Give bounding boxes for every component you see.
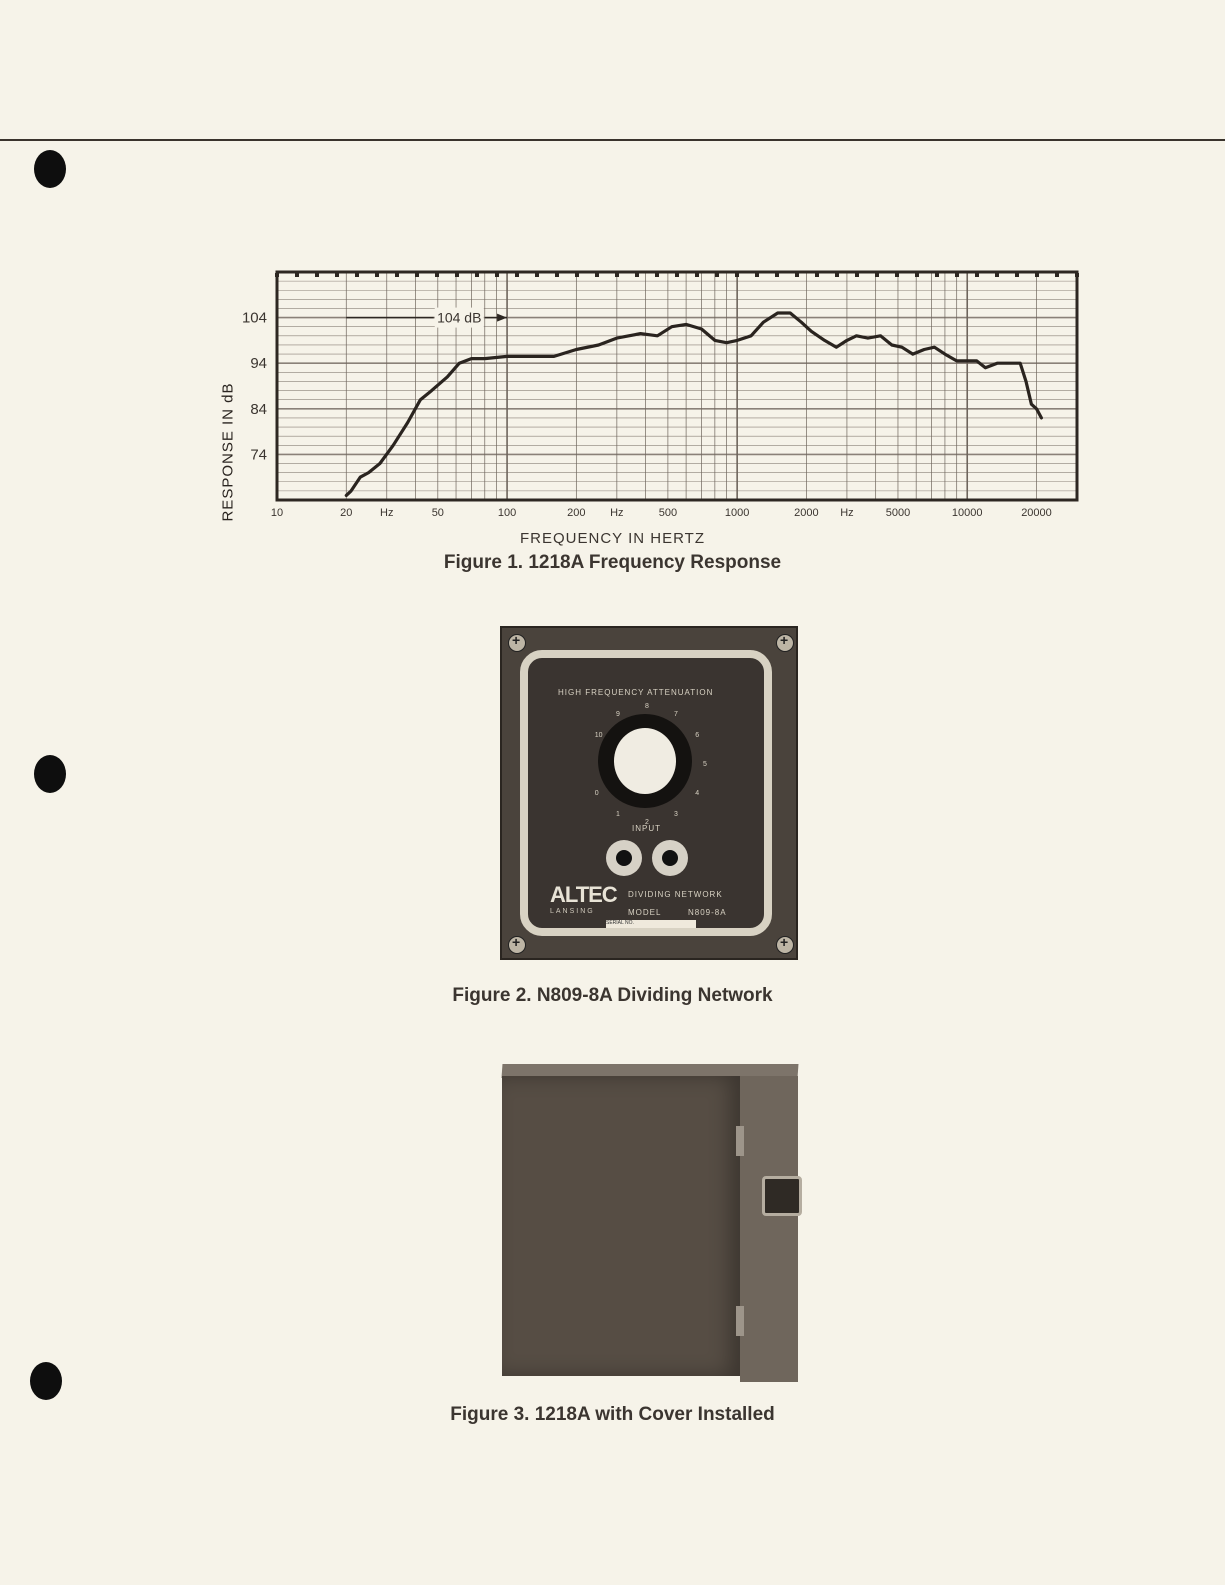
chart-y-axis-label: RESPONSE IN dB <box>219 382 237 522</box>
top-tick-mark <box>735 273 739 277</box>
dial-number: 10 <box>594 732 603 739</box>
screw-icon <box>776 936 794 954</box>
top-tick-mark <box>435 273 439 277</box>
x-unit-label: Hz <box>840 507 854 519</box>
top-tick-mark <box>295 273 299 277</box>
top-tick-mark <box>715 273 719 277</box>
input-jack-icon <box>606 840 642 876</box>
top-tick-mark <box>575 273 579 277</box>
binder-hole-bottom <box>30 1362 62 1400</box>
x-tick-label: 20 <box>340 507 353 519</box>
hinge-icon <box>736 1306 744 1336</box>
figure-1-caption: Figure 1. 1218A Frequency Response <box>443 552 782 573</box>
dial-number: 2 <box>645 819 649 826</box>
top-tick-mark <box>935 273 939 277</box>
dial-number: 9 <box>616 710 620 718</box>
y-tick-label: 74 <box>250 446 267 464</box>
top-tick-mark <box>455 273 459 277</box>
x-tick-label: 500 <box>658 507 678 519</box>
top-tick-mark <box>995 273 999 277</box>
top-tick-mark <box>1055 273 1059 277</box>
top-tick-mark <box>1035 273 1039 277</box>
x-unit-label: Hz <box>610 507 624 519</box>
screw-icon <box>776 634 794 652</box>
figure-3-caption: Figure 3. 1218A with Cover Installed <box>450 1404 775 1425</box>
figure-2-caption: Figure 2. N809-8A Dividing Network <box>452 985 773 1006</box>
top-tick-mark <box>315 273 319 277</box>
top-tick-mark <box>655 273 659 277</box>
top-tick-mark <box>875 273 879 277</box>
header-rule <box>0 139 1225 141</box>
top-tick-mark <box>855 273 859 277</box>
top-tick-mark <box>515 273 519 277</box>
top-tick-mark <box>535 273 539 277</box>
attenuation-knob <box>614 728 676 794</box>
latch-handle-icon <box>762 1176 802 1216</box>
hinge-icon <box>736 1126 744 1156</box>
dial-number: 4 <box>695 790 700 797</box>
top-tick-mark <box>1075 273 1079 277</box>
top-tick-mark <box>895 273 899 277</box>
y-tick-label: 84 <box>250 400 267 418</box>
chart-svg <box>200 262 1100 562</box>
x-tick-label: 100 <box>497 507 517 519</box>
top-tick-mark <box>795 273 799 277</box>
top-tick-mark <box>355 273 359 277</box>
altec-logo: ALTEC <box>550 882 617 907</box>
top-tick-mark <box>275 273 279 277</box>
dial-number: 3 <box>674 811 678 819</box>
dial-number: 0 <box>594 790 599 797</box>
top-tick-mark <box>615 273 619 277</box>
top-tick-mark <box>835 273 839 277</box>
chart-x-axis-label: FREQUENCY IN HERTZ <box>520 530 705 547</box>
top-tick-mark <box>395 273 399 277</box>
serial-number-plate: SERIAL NO. <box>606 920 696 928</box>
top-tick-mark <box>775 273 779 277</box>
top-tick-mark <box>755 273 759 277</box>
network-faceplate <box>520 650 772 936</box>
x-tick-label: 10 <box>270 507 284 519</box>
screw-icon <box>508 634 526 652</box>
dividing-network-photo <box>500 626 798 960</box>
top-tick-mark <box>915 273 919 277</box>
annotation-label: 104 dB <box>437 309 482 326</box>
top-tick-mark <box>975 273 979 277</box>
dial-number: 7 <box>674 710 678 718</box>
top-tick-mark <box>495 273 499 277</box>
dividing-network-label: DIVIDING NETWORK <box>628 890 723 899</box>
response-curve <box>346 313 1041 495</box>
annotation-arrowhead <box>497 314 507 322</box>
dial-number: 6 <box>695 732 700 739</box>
top-tick-mark <box>375 273 379 277</box>
top-tick-mark <box>595 273 599 277</box>
top-tick-mark <box>955 273 959 277</box>
dial-number: 8 <box>645 703 649 710</box>
cabinet-side <box>740 1076 798 1382</box>
frequency-response-chart <box>200 262 1100 562</box>
binder-hole-middle <box>34 755 66 793</box>
top-tick-mark <box>815 273 819 277</box>
cabinet-cover-photo <box>502 1076 740 1376</box>
y-tick-label: 104 <box>241 309 267 327</box>
top-tick-mark <box>415 273 419 277</box>
x-tick-label: 5000 <box>885 507 911 519</box>
top-tick-mark <box>635 273 639 277</box>
screw-icon <box>508 936 526 954</box>
x-unit-label: Hz <box>380 507 394 519</box>
y-tick-label: 94 <box>250 355 267 373</box>
top-tick-mark <box>475 273 479 277</box>
top-tick-mark <box>555 273 559 277</box>
model-label: MODEL <box>628 908 662 917</box>
binder-hole-top <box>34 150 66 188</box>
input-label: INPUT <box>632 824 661 833</box>
dial-number: 5 <box>703 761 707 768</box>
x-tick-label: 10000 <box>951 507 983 519</box>
top-tick-mark <box>335 273 339 277</box>
top-tick-mark <box>1015 273 1019 277</box>
dial-number: 1 <box>616 811 620 819</box>
x-tick-label: 50 <box>431 507 444 519</box>
x-tick-label: 2000 <box>794 507 819 519</box>
top-tick-mark <box>695 273 699 277</box>
x-tick-label: 20000 <box>1021 507 1052 519</box>
model-number: N809-8A <box>688 908 727 917</box>
top-tick-mark <box>675 273 679 277</box>
x-tick-label: 1000 <box>724 507 750 519</box>
input-jack-icon <box>652 840 688 876</box>
lansing-logo: LANSING <box>550 908 595 915</box>
x-tick-label: 200 <box>567 507 586 519</box>
attenuation-heading: HIGH FREQUENCY ATTENUATION <box>558 688 714 697</box>
